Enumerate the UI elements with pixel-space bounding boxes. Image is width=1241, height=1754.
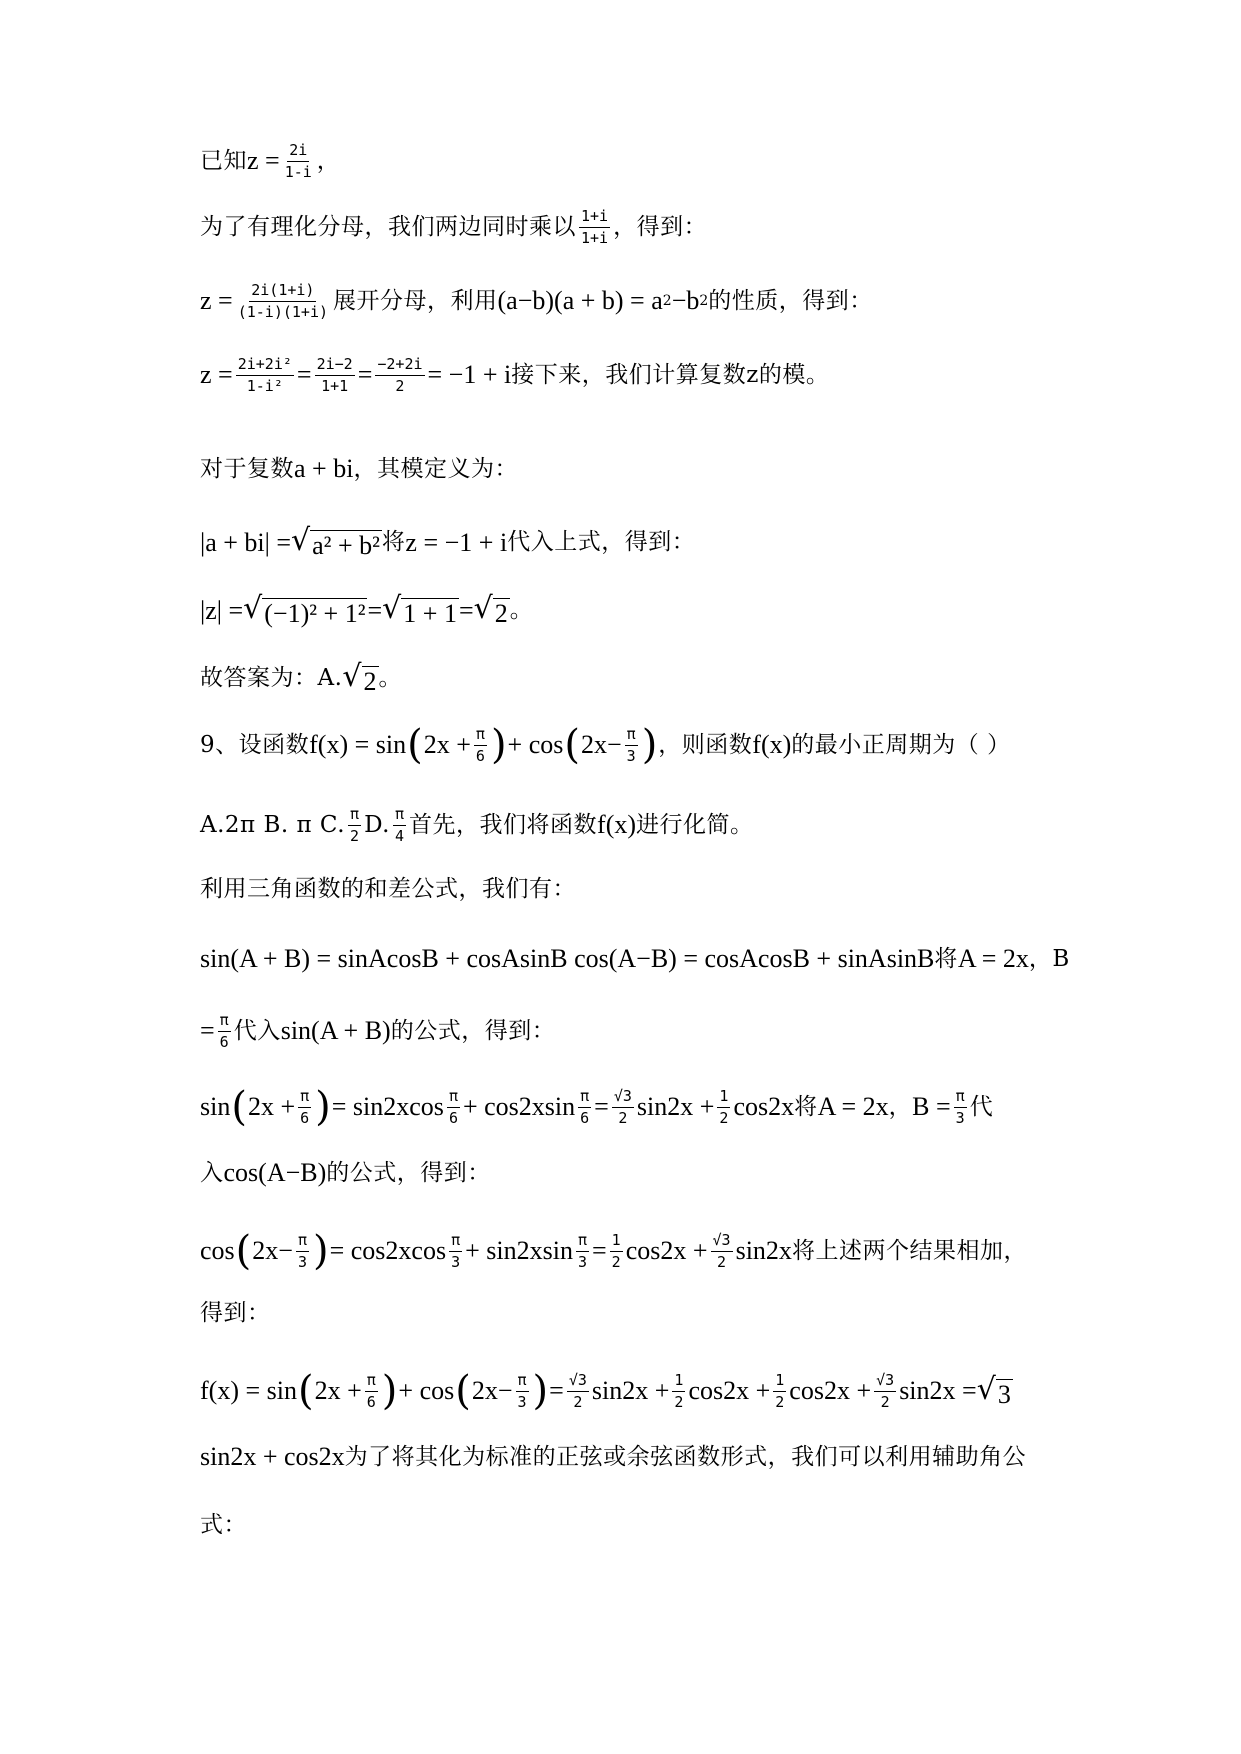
text: 的公式，得到：	[326, 1159, 491, 1186]
text: 将	[794, 1093, 818, 1120]
math: A = 2x	[957, 944, 1029, 973]
math: (a−b)(a + b) = a	[497, 286, 663, 315]
text: ，	[316, 147, 341, 174]
answer-options: A.2π B. π C.	[200, 811, 346, 838]
math: z =	[200, 360, 233, 389]
text: 首先，我们将函数	[409, 811, 598, 838]
text: 。	[378, 665, 403, 691]
line-4	[200, 356, 1100, 394]
math: cos	[200, 1236, 235, 1265]
text: 将	[381, 529, 406, 555]
line-14: sin ( 2x + $\frac{\pi}{6}$ ) = sin2xcos $\frac{\pi}{6}$ + cos2xsin $\frac{\pi}{6}$ = $\frac{√3}{2}$ sin2x + $\frac{1}{2}$ cos2x 将 A = 2x ， B = $\frac{\pi}{3}$ 代	[200, 1084, 994, 1130]
math: =	[200, 1016, 215, 1045]
fraction: $\frac{\pi}{3}$	[297, 1231, 307, 1271]
line-10	[200, 806, 1100, 844]
line-17	[200, 1302, 1100, 1325]
math: =	[549, 1376, 564, 1405]
math: 2x +	[423, 730, 471, 759]
math: = −1 + i	[427, 360, 512, 389]
fraction: $\frac{\pi}{3}$	[517, 1371, 527, 1411]
square-root: √ 1 + 1	[382, 591, 457, 628]
text: 入	[200, 1159, 224, 1186]
question-number: 9、设函数	[200, 731, 310, 758]
line-7	[200, 591, 1100, 628]
text: 为了将其化为标准的正弦或余弦函数形式，我们可以利用辅助角公	[344, 1443, 1027, 1470]
math: −b	[671, 286, 700, 315]
line-11	[200, 878, 1100, 901]
math: =	[357, 360, 373, 389]
math: =	[592, 1236, 607, 1265]
fraction: $\frac{\pi}{6}$	[475, 725, 485, 765]
line-15	[200, 1160, 1100, 1186]
math: + sin2xsin	[465, 1236, 573, 1265]
text: ，得到：	[613, 213, 708, 240]
math: f(x) = sin	[200, 1376, 297, 1405]
text: 为了有理化分母，我们两边同时乘以	[200, 213, 576, 240]
text: 已知	[200, 147, 247, 174]
math: 2x +	[314, 1376, 362, 1405]
fraction: $\frac{-2+2i}{2}$	[377, 355, 423, 395]
text: 代入	[233, 1017, 281, 1044]
math: sin2x + cos2x	[200, 1442, 345, 1471]
math: A = 2x	[817, 1092, 889, 1121]
text: 展开分母，利用	[333, 287, 498, 314]
math: sin2x +	[636, 1092, 715, 1121]
line-18: f(x) = sin ( 2x + $\frac{\pi}{6}$ ) + cos ( 2x− $\frac{\pi}{3}$ ) = $\frac{√3}{2}$ sin2x + $\frac{1}{2}$ cos2x + $\frac{1}{2}$ cos2x + $\frac{√3}{2}$ sin2x = √ 3	[200, 1368, 1011, 1414]
math: sin2x +	[591, 1376, 670, 1405]
square-root: √ (−1)² + 1²	[243, 591, 366, 628]
fraction: $\frac{\pi}{3}$	[577, 1231, 587, 1271]
line-1	[200, 142, 1100, 180]
line-8	[200, 659, 1100, 696]
math: f(x)	[597, 810, 637, 839]
text: 接下来，我们计算复数z的模。	[511, 361, 830, 388]
line-20	[200, 1514, 1100, 1537]
text: 将上述两个结果相加，	[791, 1237, 1027, 1264]
fraction: $\frac{\pi}{2}$	[350, 805, 360, 845]
text: 的公式，得到：	[390, 1017, 556, 1044]
text: 故答案为：A.	[200, 665, 343, 691]
fraction: $\frac{2i(1+i)}{(1-i)(1+i)}$	[237, 281, 329, 321]
fraction: $\frac{√3}{2}$	[568, 1371, 587, 1411]
text: 的性质，得到：	[708, 287, 873, 314]
fraction: $\frac{\pi}{3}$	[955, 1087, 965, 1127]
math: cos2x +	[625, 1236, 708, 1265]
math: z =	[247, 146, 280, 175]
math: =	[296, 360, 312, 389]
square-root: √ 3	[976, 1371, 1011, 1409]
math: sin2x =	[899, 1376, 977, 1405]
math: 2x−	[471, 1376, 513, 1405]
fraction: $\frac{2i}{1-i}$	[284, 141, 312, 181]
fraction: $\frac{1}{2}$	[674, 1371, 684, 1411]
math: = cos2xcos	[329, 1236, 447, 1265]
math: =	[367, 595, 383, 625]
math: + cos	[507, 730, 564, 759]
text: 进行化简。	[636, 811, 754, 838]
text: ，则函数	[658, 731, 753, 758]
fraction: $\frac{\pi}{3}$	[451, 1231, 461, 1271]
math: cos2x	[733, 1092, 795, 1121]
square-root: √ 2	[473, 591, 508, 628]
text: 将	[934, 945, 958, 972]
line-16: cos ( 2x− $\frac{\pi}{3}$ ) = cos2xcos $\frac{\pi}{3}$ + sin2xsin $\frac{\pi}{3}$ = $\frac{1}{2}$ cos2x + $\frac{√3}{2}$ sin2x 将上述两个结果相加，	[200, 1228, 1027, 1274]
text: D.	[364, 811, 390, 838]
line-3: z = $\frac{2i(1+i)}{(1-i)(1+i)}$ 展开分母，利用 (a−b)(a + b) = a 2 −b 2 的性质，得到：	[200, 281, 873, 321]
fraction: $\frac{\pi}{6}$	[300, 1087, 310, 1127]
fraction: $\frac{√3}{2}$	[613, 1087, 632, 1127]
math: sin	[200, 1092, 231, 1121]
math: + cos2xsin	[462, 1092, 576, 1121]
math: cos2x +	[789, 1376, 872, 1405]
fraction: $\frac{2i-2}{1+1}$	[316, 355, 353, 395]
fraction: $\frac{\text{2i+2i²}}{\text{1-i²}}$	[237, 355, 292, 395]
text: ，其模定义为：	[353, 455, 518, 482]
text: 代	[969, 1093, 994, 1120]
math: + cos	[398, 1376, 455, 1405]
math: = sin2xcos	[331, 1092, 444, 1121]
text: 。	[509, 597, 534, 623]
fraction: $\frac{\pi}{4}$	[395, 805, 405, 845]
line-13	[200, 1012, 1100, 1050]
fraction: $\frac{1+i}{1+i}$	[581, 207, 609, 247]
text: 对于复数	[200, 455, 294, 482]
text: 的最小正周期为（ ）	[791, 731, 1011, 758]
math: 2x +	[247, 1092, 296, 1121]
fraction: $\frac{√3}{2}$	[876, 1371, 895, 1411]
math: B =	[912, 1092, 951, 1121]
math: z =	[200, 286, 233, 315]
math: 2x−	[580, 730, 622, 759]
fraction: $\frac{\pi}{6}$	[366, 1371, 376, 1411]
fraction: $\frac{1}{2}$	[775, 1371, 785, 1411]
line-5	[200, 456, 1100, 482]
line-9: 9、设函数 f(x) = sin ( 2x + $\frac{\pi}{6}$ ) + cos ( 2x− $\frac{\pi}{3}$ ) ，则函数 f(x) 的最小正周期为（ ）	[200, 722, 1011, 768]
math: =	[458, 595, 474, 625]
math: sin(A + B) = sinAcosB + cosAsinB cos(A−B) = cosAcosB + sinAsinB	[200, 944, 935, 973]
math: |z| =	[200, 595, 244, 625]
text: 式：	[200, 1512, 247, 1538]
math: a + bi	[294, 454, 354, 483]
math: |a + bi| =	[200, 527, 291, 557]
line-12	[200, 946, 1100, 972]
text: 利用三角函数的和差公式，我们有：	[200, 876, 576, 902]
math: 2x−	[252, 1236, 293, 1265]
fraction: $\frac{\pi}{6}$	[580, 1087, 590, 1127]
math: f(x)	[752, 730, 792, 759]
fraction: $\frac{1}{2}$	[611, 1231, 621, 1271]
square-root: √ 2	[342, 659, 377, 696]
math: sin2x	[735, 1236, 792, 1265]
math: f(x) = sin	[309, 730, 407, 759]
math: cos2x +	[688, 1376, 771, 1405]
line-19	[200, 1444, 1100, 1470]
math: cos(A−B)	[223, 1158, 327, 1187]
fraction: $\frac{1}{2}$	[719, 1087, 729, 1127]
fraction: $\frac{\pi}{6}$	[448, 1087, 458, 1127]
math: z = −1 + i	[405, 527, 508, 557]
text: ，	[888, 1093, 913, 1120]
fraction: $\frac{\pi}{3}$	[626, 725, 636, 765]
line-6	[200, 523, 1100, 560]
math: sin(A + B)	[280, 1016, 391, 1045]
text: 代入上式，得到：	[507, 529, 696, 555]
math: =	[594, 1092, 609, 1121]
square-root: √ a² + b²	[291, 523, 380, 560]
fraction: $\frac{√3}{2}$	[712, 1231, 731, 1271]
text: ，B	[1028, 945, 1070, 972]
text: 得到：	[200, 1300, 271, 1326]
fraction: $\frac{\pi}{6}$	[219, 1011, 229, 1051]
line-2	[200, 208, 1100, 246]
